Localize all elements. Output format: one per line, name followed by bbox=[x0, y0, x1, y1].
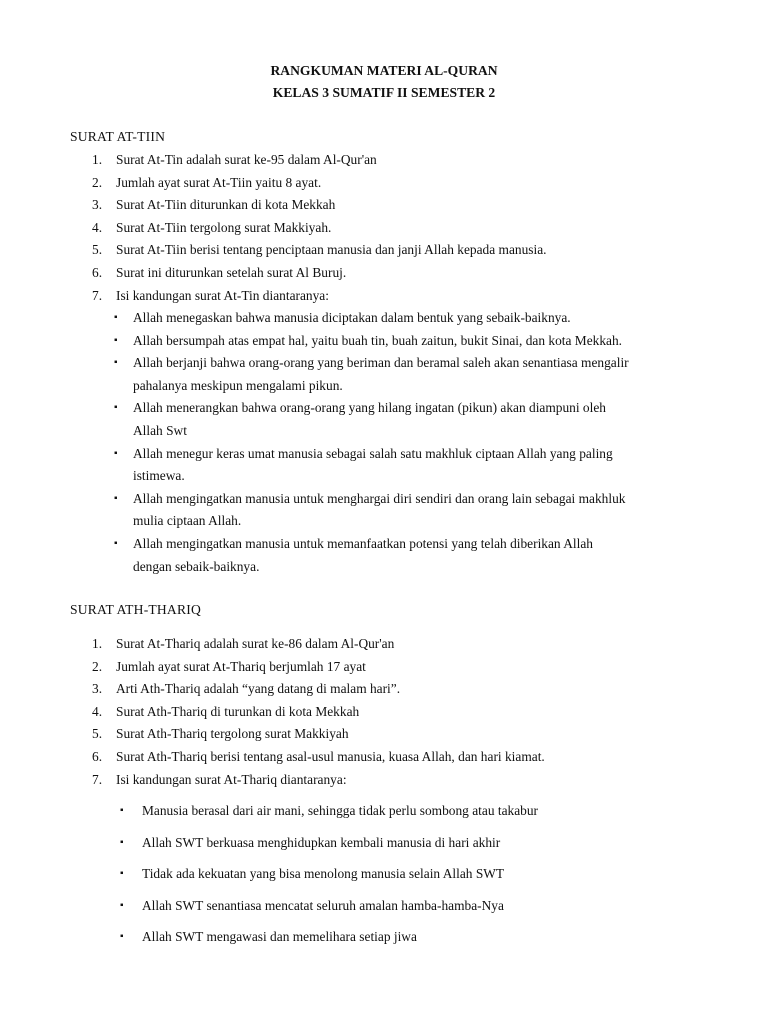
list-item: 6. Surat ini diturunkan setelah surat Al Buruj. bbox=[92, 264, 347, 280]
list-item: 5. Surat At-Tiin berisi tentang penciptaan manusia dan janji Allah kepada manusia. bbox=[92, 242, 547, 258]
bullet-item: ▪ Allah menegur keras umat manusia sebagai salah satu makhluk ciptaan Allah yang paling istimewa. bbox=[70, 443, 710, 488]
bullet-icon: ▪ bbox=[120, 836, 124, 848]
bullet-icon: ▪ bbox=[114, 492, 118, 504]
bullet-item: ▪ Allah menerangkan bahwa orang-orang yang hilang ingatan (pikun) akan diampuni oleh Allah Swt bbox=[70, 397, 710, 442]
bullet-icon: ▪ bbox=[114, 357, 118, 369]
list-item: 4. Surat Ath-Thariq di turunkan di kota Mekkah bbox=[92, 703, 360, 719]
bullet-item: ▪ Allah menegaskan bahwa manusia diciptakan dalam bentuk yang sebaik-baiknya. bbox=[70, 307, 710, 330]
list-item: 1. Surat At-Tin adalah surat ke-95 dalam Al-Qur'an bbox=[92, 152, 377, 167]
document-subtitle: KELAS 3 SUMATIF II SEMESTER 2 bbox=[272, 85, 496, 100]
numbered-list-at-tiin bbox=[70, 149, 710, 307]
bullet-list-at-tiin bbox=[70, 307, 710, 578]
bullet-icon: ▪ bbox=[120, 868, 124, 880]
list-item: 2. Jumlah ayat surat At-Tiin yaitu 8 ayat. bbox=[92, 174, 322, 190]
list-item: 4. Surat At-Tiin tergolong surat Makkiyah. bbox=[92, 219, 332, 235]
list-item: 5. Surat Ath-Thariq tergolong surat Makkiyah bbox=[92, 726, 349, 742]
numbered-list-ath-thariq bbox=[70, 633, 710, 791]
section-heading-at-tiin: SURAT AT-TIIN bbox=[70, 129, 166, 144]
list-item: 1. Surat At-Thariq adalah surat ke-86 dalam Al-Qur'an bbox=[92, 636, 395, 651]
bullet-item: ▪ Allah mengingatkan manusia untuk menghargai diri sendiri dan orang lain sebagai makhluk mulia ciptaan Allah. bbox=[70, 488, 710, 533]
list-item: 6. Surat Ath-Thariq berisi tentang asal-usul manusia, kuasa Allah, dan hari kiamat. bbox=[92, 748, 545, 764]
document-title: RANGKUMAN MATERI AL-QURAN bbox=[270, 63, 498, 78]
bullet-icon: ▪ bbox=[120, 805, 124, 816]
bullet-item: ▪ Allah bersumpah atas empat hal, yaitu buah tin, buah zaitun, bukit Sinai, dan kota Mekkah. bbox=[70, 330, 710, 353]
bullet-icon: ▪ bbox=[120, 931, 124, 943]
list-item: 7. Isi kandungan surat At-Thariq diantaranya: bbox=[92, 771, 347, 787]
bullet-item: ▪ Manusia berasal dari air mani, sehingga tidak perlu sombong atau takabur bbox=[70, 800, 710, 832]
bullet-icon: ▪ bbox=[120, 899, 124, 911]
bullet-icon: ▪ bbox=[114, 312, 118, 323]
bullet-icon: ▪ bbox=[114, 402, 118, 414]
bullet-icon: ▪ bbox=[114, 334, 118, 346]
bullet-list-ath-thariq bbox=[70, 800, 710, 958]
bullet-item: ▪ Allah SWT senantiasa mencatat seluruh amalan hamba-hamba-Nya bbox=[70, 895, 710, 927]
bullet-icon: ▪ bbox=[114, 447, 118, 459]
bullet-item: ▪ Allah SWT berkuasa menghidupkan kembali manusia di hari akhir bbox=[70, 832, 710, 864]
list-item: 7. Isi kandungan surat At-Tin diantaranya: bbox=[92, 287, 329, 303]
section-heading-ath-thariq: SURAT ATH-THARIQ bbox=[70, 602, 201, 617]
bullet-icon: ▪ bbox=[114, 537, 118, 549]
bullet-item: ▪ Allah SWT mengawasi dan memelihara setiap jiwa bbox=[70, 926, 710, 958]
bullet-item: ▪ Allah mengingatkan manusia untuk memanfaatkan potensi yang telah diberikan Allah dengan sebaik-baiknya. bbox=[70, 533, 710, 578]
list-item: 3. Arti Ath-Thariq adalah “yang datang di malam hari”. bbox=[92, 681, 401, 697]
list-item: 3. Surat At-Tiin diturunkan di kota Mekkah bbox=[92, 197, 336, 213]
bullet-item: ▪ Tidak ada kekuatan yang bisa menolong manusia selain Allah SWT bbox=[70, 863, 710, 895]
list-item: 2. Jumlah ayat surat At-Thariq berjumlah 17 ayat bbox=[92, 658, 366, 674]
bullet-item: ▪ Allah berjanji bahwa orang-orang yang beriman dan beramal saleh akan senantiasa mengalir pahalanya meskipun mengalami pikun. bbox=[70, 352, 710, 397]
